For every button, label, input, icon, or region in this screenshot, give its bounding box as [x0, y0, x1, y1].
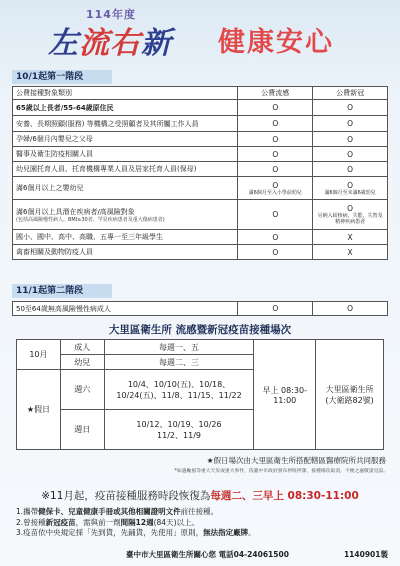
- sun-dates-line1: 10/12、10/19、10/26: [136, 419, 222, 429]
- table-row: [13, 302, 388, 316]
- title-char-4: 新: [141, 26, 172, 61]
- row-category: 65歲以上長者/55-64歲原住民: [13, 100, 238, 116]
- note-text: 2.曾接種: [16, 517, 46, 527]
- note-bold: 無法指定廠牌: [203, 528, 249, 537]
- row-flu: O: [238, 230, 313, 245]
- sat-label: 週六: [60, 370, 104, 410]
- table-row: [13, 100, 388, 116]
- phase2-label: 11/1起第二階段: [12, 284, 112, 298]
- note-text: 。: [248, 528, 256, 537]
- row-covid: O: [313, 100, 388, 116]
- row-category: 國小、國中、高中、高職、五專一至三年級學生: [13, 230, 238, 245]
- row-covid-mark: O: [347, 204, 354, 213]
- place-name: 大里區衛生所: [325, 384, 374, 394]
- row-category: 滿6個月以上之嬰幼兒: [13, 177, 238, 200]
- table-row: [13, 230, 388, 245]
- footer: [0, 549, 400, 563]
- notes-list: [16, 507, 388, 539]
- row-covid: O: [313, 162, 388, 177]
- table-row: [13, 162, 388, 177]
- row-covid: O: [313, 302, 388, 316]
- year-label: 114年度: [86, 8, 136, 21]
- title-right-health: 健康安心: [218, 27, 334, 58]
- row-flu: O: [238, 132, 313, 147]
- sun-dates-line2: 11/2、11/9: [157, 430, 201, 440]
- note-item-3: [16, 528, 388, 539]
- row-covid: X: [313, 230, 388, 245]
- weather-note: *如遇颱風等重大天災或重大事件，依臺中市政府發布停班停課，接種場次取消，不便之處敬請見諒。: [174, 469, 388, 474]
- note-bold: 健保卡、兒童健康手冊或其他相關證明文件: [38, 507, 181, 516]
- sun-dates: [104, 410, 254, 450]
- note-item-1: [16, 507, 388, 518]
- note-text: (84天)以上。: [153, 517, 199, 527]
- col-category: 公費接種對象類別: [13, 87, 238, 100]
- holiday-note: ★假日場次由大里區衛生所搭配轄區醫療院所共同服務: [206, 456, 386, 465]
- time-cell: 早上 08:30-11:00: [254, 340, 316, 450]
- row-flu: O: [238, 245, 313, 260]
- november-notice: [0, 488, 400, 503]
- row-flu: [238, 177, 313, 200]
- sat-dates-line2: 10/24(五)、11/8、11/15、11/22: [116, 390, 242, 400]
- row-covid: O: [313, 132, 388, 147]
- phase2-table: [12, 301, 388, 316]
- note-text: 3.疫苗依中央規定採「先到貨，先鋪貨，先使用」原則，: [16, 528, 204, 537]
- table-row: [13, 116, 388, 132]
- adult-label: 成人: [60, 340, 104, 355]
- schedule-table: [16, 339, 384, 450]
- row-flu: O: [238, 200, 313, 230]
- row-category: 幼兒園托育人員、托育機構專業人員及居家托育人員(保母): [13, 162, 238, 177]
- footer-org: 臺中市大里區衛生所關心您 電話04-24061500: [126, 550, 289, 559]
- row-covid: O: [313, 116, 388, 132]
- table-row: [17, 340, 384, 355]
- title-char-1: 左: [48, 26, 79, 61]
- table-row: [13, 177, 388, 200]
- row-category: 50至64歲無高風險慢性病成人: [13, 302, 238, 316]
- phase1-label: 10/1起第一階段: [12, 70, 112, 84]
- title-left-flu-covid: [48, 18, 172, 62]
- month-cell: 10月: [17, 340, 61, 370]
- adult-days: 每週一、五: [104, 340, 254, 355]
- notice-highlight: 每週二、三早上 08:30-11:00: [210, 490, 359, 502]
- row-covid: [313, 177, 388, 200]
- row-flu: O: [238, 162, 313, 177]
- child-days: 每週二、三: [104, 355, 254, 370]
- phase1-header-row: [13, 87, 388, 100]
- col-flu: 公費流感: [238, 87, 313, 100]
- row-category-sub: (包括高風險慢性病人、BMI≥30者、罕見疾病患者及重大傷病患者): [16, 216, 165, 223]
- row-covid: X: [313, 245, 388, 260]
- table-row: [13, 245, 388, 260]
- title-char-2: 流: [79, 26, 110, 61]
- notice-prefix: ※11月起，疫苗接種服務時段恢復為: [41, 490, 211, 502]
- place-address: (大衛路82號): [325, 395, 374, 405]
- col-covid: 公費新冠: [313, 87, 388, 100]
- row-flu: O: [238, 302, 313, 316]
- title-char-3: 右: [110, 26, 141, 61]
- row-covid-note: 滿6個月至未滿6歲幼兒: [324, 189, 376, 196]
- header: [0, 0, 400, 64]
- table-row: [13, 132, 388, 147]
- note-bold: 間隔12週: [120, 517, 154, 527]
- sat-dates-line1: 10/4、10/10(五)、10/18、: [127, 379, 231, 389]
- row-covid-mark: O: [347, 180, 354, 190]
- schedule-title: 大里區衛生所 流感暨新冠疫苗接種場次: [108, 324, 292, 336]
- row-flu-mark: O: [272, 180, 279, 190]
- row-category: 孕婦/6個月內嬰兒之父母: [13, 132, 238, 147]
- row-category: [13, 200, 238, 230]
- note-text: 1.攜帶: [16, 507, 39, 516]
- footer-code: 1140901製: [343, 550, 388, 559]
- child-label: 幼兒: [60, 355, 104, 370]
- row-flu-note: 滿6個月至入小學前幼兒: [248, 189, 302, 196]
- row-category: 安養、長期照顧(服務) 等機構之受照顧者及其所屬工作人員: [13, 116, 238, 132]
- row-flu: O: [238, 147, 313, 162]
- note-item-2: [16, 518, 388, 529]
- row-covid-note: 另納入結核病、失能、失智及精神疾病患者: [317, 213, 383, 225]
- row-flu: O: [238, 100, 313, 116]
- sat-dates: [104, 370, 254, 410]
- place-cell: [316, 340, 384, 450]
- row-category-main: 滿6個月以上具潛在疾病者/高風險對象: [16, 207, 135, 216]
- note-text: ，需與前一劑: [75, 517, 121, 527]
- row-covid: O: [313, 147, 388, 162]
- sun-label: 週日: [60, 410, 104, 450]
- phase1-table: [12, 86, 388, 260]
- row-category: 禽畜相關及動物防疫人員: [13, 245, 238, 260]
- holiday-label: ★假日: [17, 370, 61, 450]
- row-flu: O: [238, 116, 313, 132]
- row-covid: [313, 200, 388, 230]
- table-row: [13, 200, 388, 230]
- table-row: [13, 147, 388, 162]
- note-bold: 新冠疫苗: [45, 517, 76, 527]
- row-category: 醫事及衛生防疫相關人員: [13, 147, 238, 162]
- note-text: 前往接種。: [180, 507, 219, 516]
